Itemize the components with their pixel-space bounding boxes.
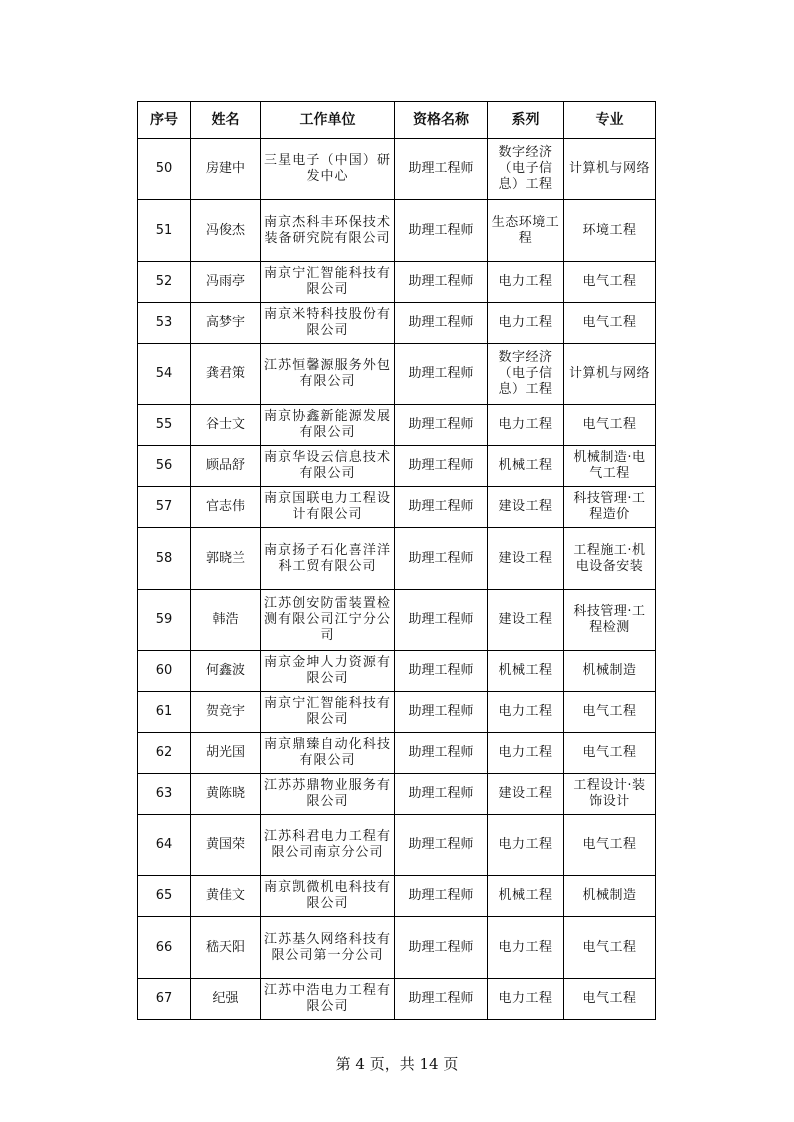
cell-major: 科技管理·工程检测: [564, 590, 656, 651]
cell-org: 南京杰科丰环保技术装备研究院有限公司: [261, 200, 395, 262]
roster-table: [137, 101, 656, 1020]
cell-org: 江苏中浩电力工程有限公司: [261, 979, 395, 1020]
cell-no: 59: [138, 590, 191, 651]
table-row: [138, 876, 656, 917]
cell-series: 电力工程: [488, 917, 564, 979]
cell-name: 黄佳文: [191, 876, 261, 917]
cell-series: 机械工程: [488, 446, 564, 487]
cell-qual: 助理工程师: [395, 405, 488, 446]
table-row: [138, 528, 656, 590]
table-row: [138, 815, 656, 876]
cell-name: 何鑫波: [191, 651, 261, 692]
cell-major: 计算机与网络: [564, 139, 656, 200]
page-footer: 第 4 页，共 14 页: [335, 1055, 459, 1073]
header-org: 工作单位: [261, 102, 395, 139]
cell-major: 电气工程: [564, 815, 656, 876]
table-row: [138, 979, 656, 1020]
cell-major: 电气工程: [564, 692, 656, 733]
cell-name: 冯俊杰: [191, 200, 261, 262]
cell-name: 冯雨亭: [191, 262, 261, 303]
cell-qual: 助理工程师: [395, 651, 488, 692]
cell-name: 顾品舒: [191, 446, 261, 487]
cell-qual: 助理工程师: [395, 446, 488, 487]
cell-name: 官志伟: [191, 487, 261, 528]
cell-no: 50: [138, 139, 191, 200]
cell-org: 南京国联电力工程设计有限公司: [261, 487, 395, 528]
cell-no: 61: [138, 692, 191, 733]
cell-name: 房建中: [191, 139, 261, 200]
table-row: [138, 733, 656, 774]
cell-org: 三星电子（中国）研发中心: [261, 139, 395, 200]
cell-qual: 助理工程师: [395, 590, 488, 651]
cell-series: 电力工程: [488, 815, 564, 876]
cell-qual: 助理工程师: [395, 774, 488, 815]
table-row: [138, 200, 656, 262]
cell-org: 南京金坤人力资源有限公司: [261, 651, 395, 692]
header-major: 专业: [564, 102, 656, 139]
cell-series: 电力工程: [488, 303, 564, 344]
header-no: 序号: [138, 102, 191, 139]
header-qual: 资格名称: [395, 102, 488, 139]
cell-org: 南京协鑫新能源发展有限公司: [261, 405, 395, 446]
cell-major: 电气工程: [564, 917, 656, 979]
cell-qual: 助理工程师: [395, 487, 488, 528]
table-row: [138, 917, 656, 979]
table-row: [138, 303, 656, 344]
table-row: [138, 139, 656, 200]
cell-major: 机械制造·电气工程: [564, 446, 656, 487]
cell-series: 机械工程: [488, 651, 564, 692]
cell-no: 65: [138, 876, 191, 917]
table-row: [138, 651, 656, 692]
table-row: [138, 344, 656, 405]
cell-name: 郭晓兰: [191, 528, 261, 590]
cell-name: 黄陈晓: [191, 774, 261, 815]
cell-series: 建设工程: [488, 487, 564, 528]
cell-major: 电气工程: [564, 405, 656, 446]
cell-major: 电气工程: [564, 262, 656, 303]
cell-series: 电力工程: [488, 733, 564, 774]
cell-series: 电力工程: [488, 262, 564, 303]
cell-qual: 助理工程师: [395, 876, 488, 917]
cell-major: 机械制造: [564, 651, 656, 692]
cell-name: 黄国荣: [191, 815, 261, 876]
cell-org: 江苏科君电力工程有限公司南京分公司: [261, 815, 395, 876]
cell-no: 57: [138, 487, 191, 528]
header-series: 系列: [488, 102, 564, 139]
cell-qual: 助理工程师: [395, 344, 488, 405]
cell-name: 贺竞宇: [191, 692, 261, 733]
cell-org: 南京华设云信息技术有限公司: [261, 446, 395, 487]
cell-major: 计算机与网络: [564, 344, 656, 405]
cell-series: 数字经济（电子信息）工程: [488, 344, 564, 405]
cell-qual: 助理工程师: [395, 917, 488, 979]
cell-org: 江苏创安防雷装置检测有限公司江宁分公司: [261, 590, 395, 651]
cell-qual: 助理工程师: [395, 528, 488, 590]
cell-name: 谷士文: [191, 405, 261, 446]
cell-org: 南京鼎臻自动化科技有限公司: [261, 733, 395, 774]
cell-org: 南京扬子石化喜洋洋科工贸有限公司: [261, 528, 395, 590]
cell-org: 南京米特科技股份有限公司: [261, 303, 395, 344]
cell-qual: 助理工程师: [395, 139, 488, 200]
cell-major: 机械制造: [564, 876, 656, 917]
cell-major: 电气工程: [564, 979, 656, 1020]
table-row: [138, 262, 656, 303]
table-row: [138, 487, 656, 528]
table-row: [138, 692, 656, 733]
cell-qual: 助理工程师: [395, 733, 488, 774]
cell-no: 58: [138, 528, 191, 590]
cell-series: 生态环境工程: [488, 200, 564, 262]
cell-major: 工程设计·装饰设计: [564, 774, 656, 815]
cell-qual: 助理工程师: [395, 692, 488, 733]
table-body: [138, 139, 656, 1020]
cell-major: 电气工程: [564, 303, 656, 344]
cell-series: 电力工程: [488, 979, 564, 1020]
cell-org: 江苏恒馨源服务外包有限公司: [261, 344, 395, 405]
cell-major: 环境工程: [564, 200, 656, 262]
cell-no: 63: [138, 774, 191, 815]
cell-no: 62: [138, 733, 191, 774]
cell-series: 机械工程: [488, 876, 564, 917]
cell-name: 龚君策: [191, 344, 261, 405]
cell-series: 电力工程: [488, 692, 564, 733]
cell-org: 南京凯微机电科技有限公司: [261, 876, 395, 917]
table-row: [138, 590, 656, 651]
cell-no: 53: [138, 303, 191, 344]
cell-series: 建设工程: [488, 590, 564, 651]
cell-no: 66: [138, 917, 191, 979]
cell-qual: 助理工程师: [395, 815, 488, 876]
cell-name: 嵇天阳: [191, 917, 261, 979]
cell-no: 56: [138, 446, 191, 487]
cell-org: 江苏苏鼎物业服务有限公司: [261, 774, 395, 815]
header-name: 姓名: [191, 102, 261, 139]
cell-series: 建设工程: [488, 774, 564, 815]
cell-no: 55: [138, 405, 191, 446]
cell-no: 64: [138, 815, 191, 876]
cell-org: 南京宁汇智能科技有限公司: [261, 692, 395, 733]
cell-no: 60: [138, 651, 191, 692]
table-row: [138, 446, 656, 487]
cell-qual: 助理工程师: [395, 262, 488, 303]
cell-no: 52: [138, 262, 191, 303]
cell-name: 高梦宇: [191, 303, 261, 344]
table-row: [138, 774, 656, 815]
cell-qual: 助理工程师: [395, 200, 488, 262]
cell-name: 韩浩: [191, 590, 261, 651]
cell-major: 工程施工·机电设备安装: [564, 528, 656, 590]
table-header-row: [138, 102, 656, 139]
cell-series: 电力工程: [488, 405, 564, 446]
cell-name: 胡光国: [191, 733, 261, 774]
cell-no: 51: [138, 200, 191, 262]
cell-series: 建设工程: [488, 528, 564, 590]
cell-qual: 助理工程师: [395, 979, 488, 1020]
cell-name: 纪强: [191, 979, 261, 1020]
cell-major: 科技管理·工程造价: [564, 487, 656, 528]
cell-series: 数字经济（电子信息）工程: [488, 139, 564, 200]
cell-no: 54: [138, 344, 191, 405]
cell-no: 67: [138, 979, 191, 1020]
table-row: [138, 405, 656, 446]
cell-major: 电气工程: [564, 733, 656, 774]
cell-org: 南京宁汇智能科技有限公司: [261, 262, 395, 303]
cell-qual: 助理工程师: [395, 303, 488, 344]
cell-org: 江苏基久网络科技有限公司第一分公司: [261, 917, 395, 979]
